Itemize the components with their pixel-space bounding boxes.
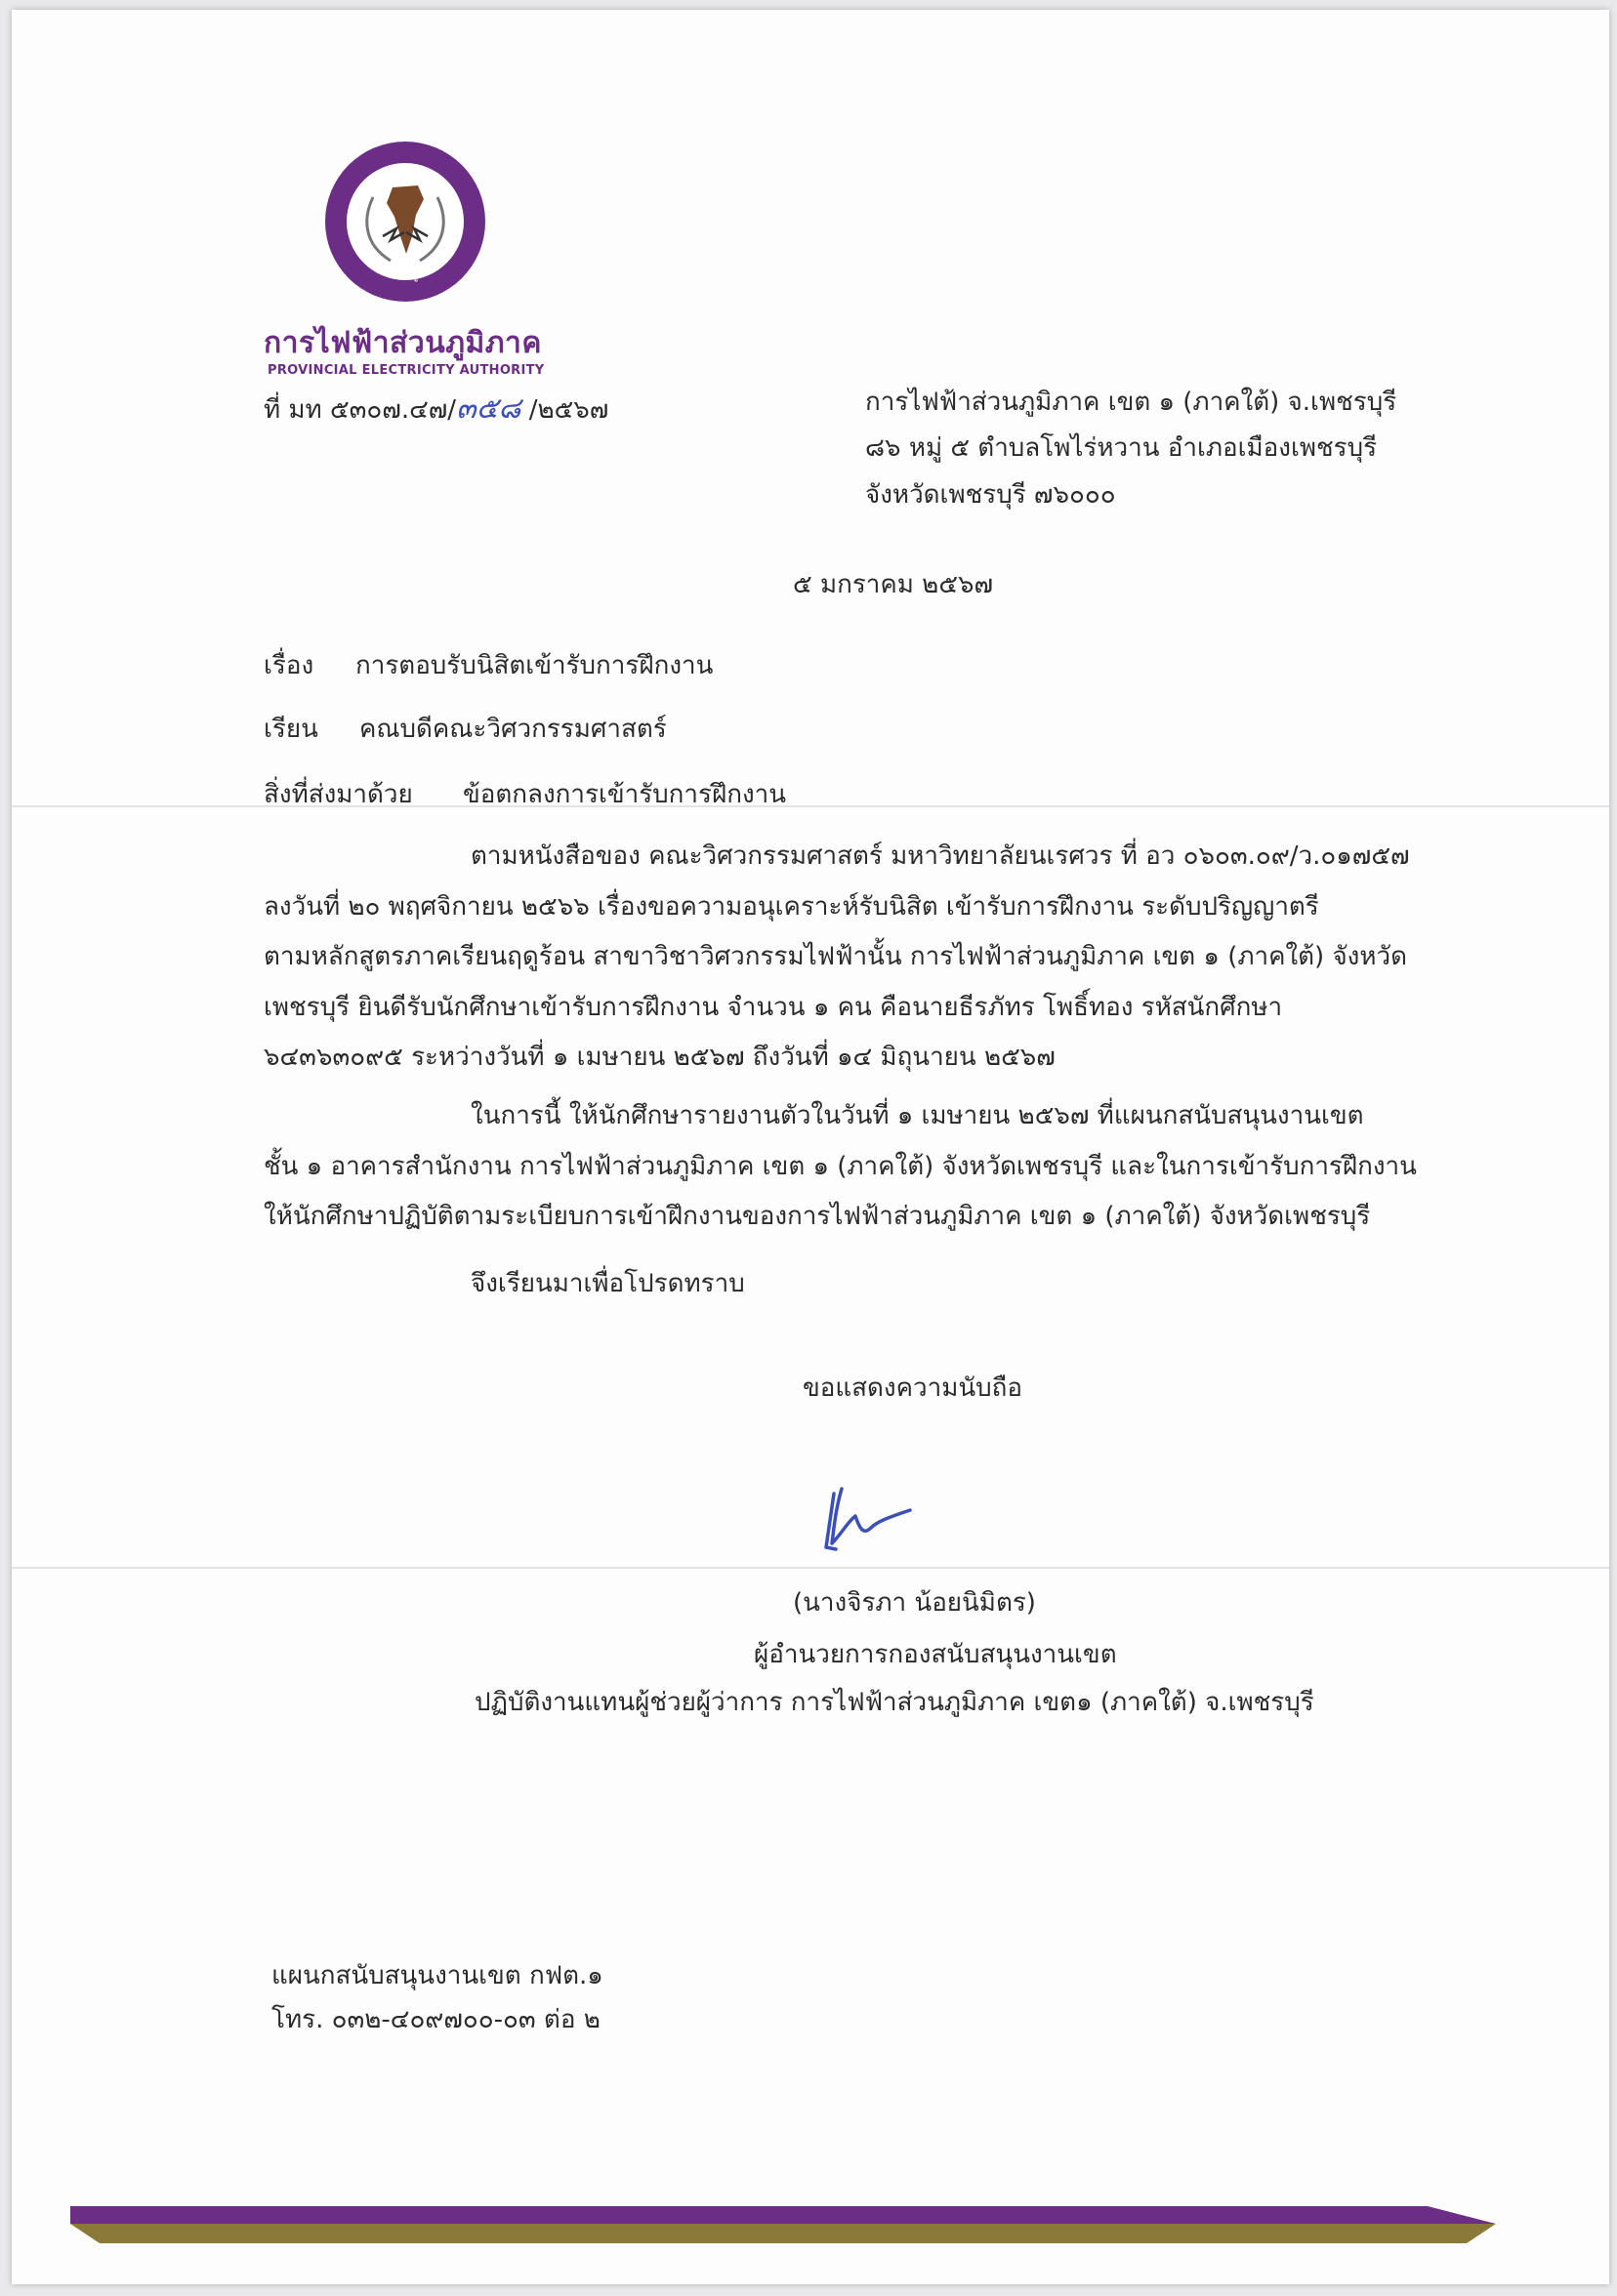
body-p1-line: เพชรบุรี ยินดีรับนักศึกษาเข้ารับการฝึกงาน จำนวน ๑ คน คือนายธีรภัทร โพธิ์ทอง รหัสนักศึกษา bbox=[264, 993, 1283, 1022]
footer-department: แผนกสนับสนุนงานเขต กฟต.๑ bbox=[271, 1961, 603, 1990]
reference-number bbox=[264, 386, 608, 431]
signer-position-acting: ปฏิบัติงานแทนผู้ช่วยผู้ว่าการ การไฟฟ้าส่วนภูมิภาค เขต๑ (ภาคใต้) จ.เพชรบุรี bbox=[475, 1688, 1314, 1717]
recipient-label: เรียน bbox=[264, 715, 318, 744]
org-name-thai: การไฟฟ้าส่วนภูมิภาค bbox=[264, 326, 542, 360]
body-p1-line: ลงวันที่ ๒๐ พฤศจิกายน ๒๕๖๖ เรื่องขอความอนุเคราะห์รับนิสิต เข้ารับการฝึกงาน ระดับปริญญาตรี bbox=[264, 892, 1319, 922]
enclosure-label: สิ่งที่ส่งมาด้วย bbox=[264, 780, 413, 809]
subject-label: เรื่อง bbox=[264, 651, 314, 680]
body-p2-line: ชั้น ๑ อาคารสำนักงาน การไฟฟ้าส่วนภูมิภาค เขต ๑ (ภาคใต้) จังหวัดเพชรบุรี และในการเข้ารับการฝึกงาน bbox=[264, 1152, 1417, 1181]
signer-position: ผู้อำนวยการกองสนับสนุนงานเขต bbox=[754, 1640, 1117, 1669]
sender-line-2: ๘๖ หมู่ ๕ ตำบลโพไร่หวาน อำเภอเมืองเพชรบุรี bbox=[865, 433, 1378, 463]
paper-fold-line bbox=[12, 805, 1609, 807]
recipient-text: คณบดีคณะวิศวกรรมศาสตร์ bbox=[359, 715, 667, 744]
body-p1-line: ตามหลักสูตรภาคเรียนฤดูร้อน สาขาวิชาวิศวกรรมไฟฟ้านั้น การไฟฟ้าส่วนภูมิภาค เขต ๑ (ภาคใต้) จังหวัด bbox=[264, 942, 1408, 971]
footer-decorative-band bbox=[12, 2206, 1609, 2265]
sender-line-3: จังหวัดเพชรบุรี ๗๖๐๐๐ bbox=[865, 480, 1116, 510]
ref-suffix: /๒๕๖๗ bbox=[520, 395, 609, 425]
letter-page bbox=[12, 10, 1609, 2284]
subject-text: การตอบรับนิสิตเข้ารับการฝึกงาน bbox=[355, 651, 714, 680]
body-p1-line: ๖๔๓๖๓๐๙๕ ระหว่างวันที่ ๑ เมษายน ๒๕๖๗ ถึงวันที่ ๑๔ มิถุนายน ๒๕๖๗ bbox=[264, 1043, 1056, 1072]
pea-logo bbox=[322, 139, 488, 305]
body-p2-line: ในการนี้ ให้นักศึกษารายงานตัวในวันที่ ๑ เมษายน ๒๕๖๗ ที่แผนกสนับสนุนงานเขต bbox=[471, 1101, 1364, 1130]
regards: ขอแสดงความนับถือ bbox=[803, 1374, 1022, 1403]
letter-date: ๕ มกราคม ๒๕๖๗ bbox=[793, 570, 994, 599]
closing-line: จึงเรียนมาเพื่อโปรดทราบ bbox=[471, 1269, 745, 1298]
sender-line-1: การไฟฟ้าส่วนภูมิภาค เขต ๑ (ภาคใต้) จ.เพชรบุรี bbox=[865, 388, 1397, 417]
ref-prefix: ที่ มท ๕๓๐๗.๔๗/ bbox=[264, 395, 457, 425]
body-p2-line: ให้นักศึกษาปฏิบัติตามระเบียบการเข้าฝึกงานของการไฟฟ้าส่วนภูมิภาค เขต ๑ (ภาคใต้) จังหวัดเพชรบุรี bbox=[264, 1202, 1371, 1231]
handwritten-signature bbox=[812, 1479, 939, 1567]
footer-phone: โทร. ๐๓๒-๔๐๙๗๐๐-๐๓ ต่อ ๒ bbox=[271, 2005, 601, 2034]
signer-name: (นางจิรภา น้อยนิมิตร) bbox=[793, 1588, 1036, 1618]
enclosure-text: ข้อตกลงการเข้ารับการฝึกงาน bbox=[463, 780, 787, 809]
org-name-english: PROVINCIAL ELECTRICITY AUTHORITY bbox=[268, 363, 545, 378]
body-p1-line: ตามหนังสือของ คณะวิศวกรรมศาสตร์ มหาวิทยาลัยนเรศวร ที่ อว ๐๖๐๓.๐๙/ว.๐๑๗๕๗ bbox=[471, 841, 1410, 871]
paper-fold-line bbox=[12, 1567, 1609, 1569]
ref-handwritten-number: ๓๕๘ bbox=[456, 391, 521, 426]
logo-ring-text: การไฟฟ้าส่วนภูมิภาค bbox=[353, 246, 444, 283]
